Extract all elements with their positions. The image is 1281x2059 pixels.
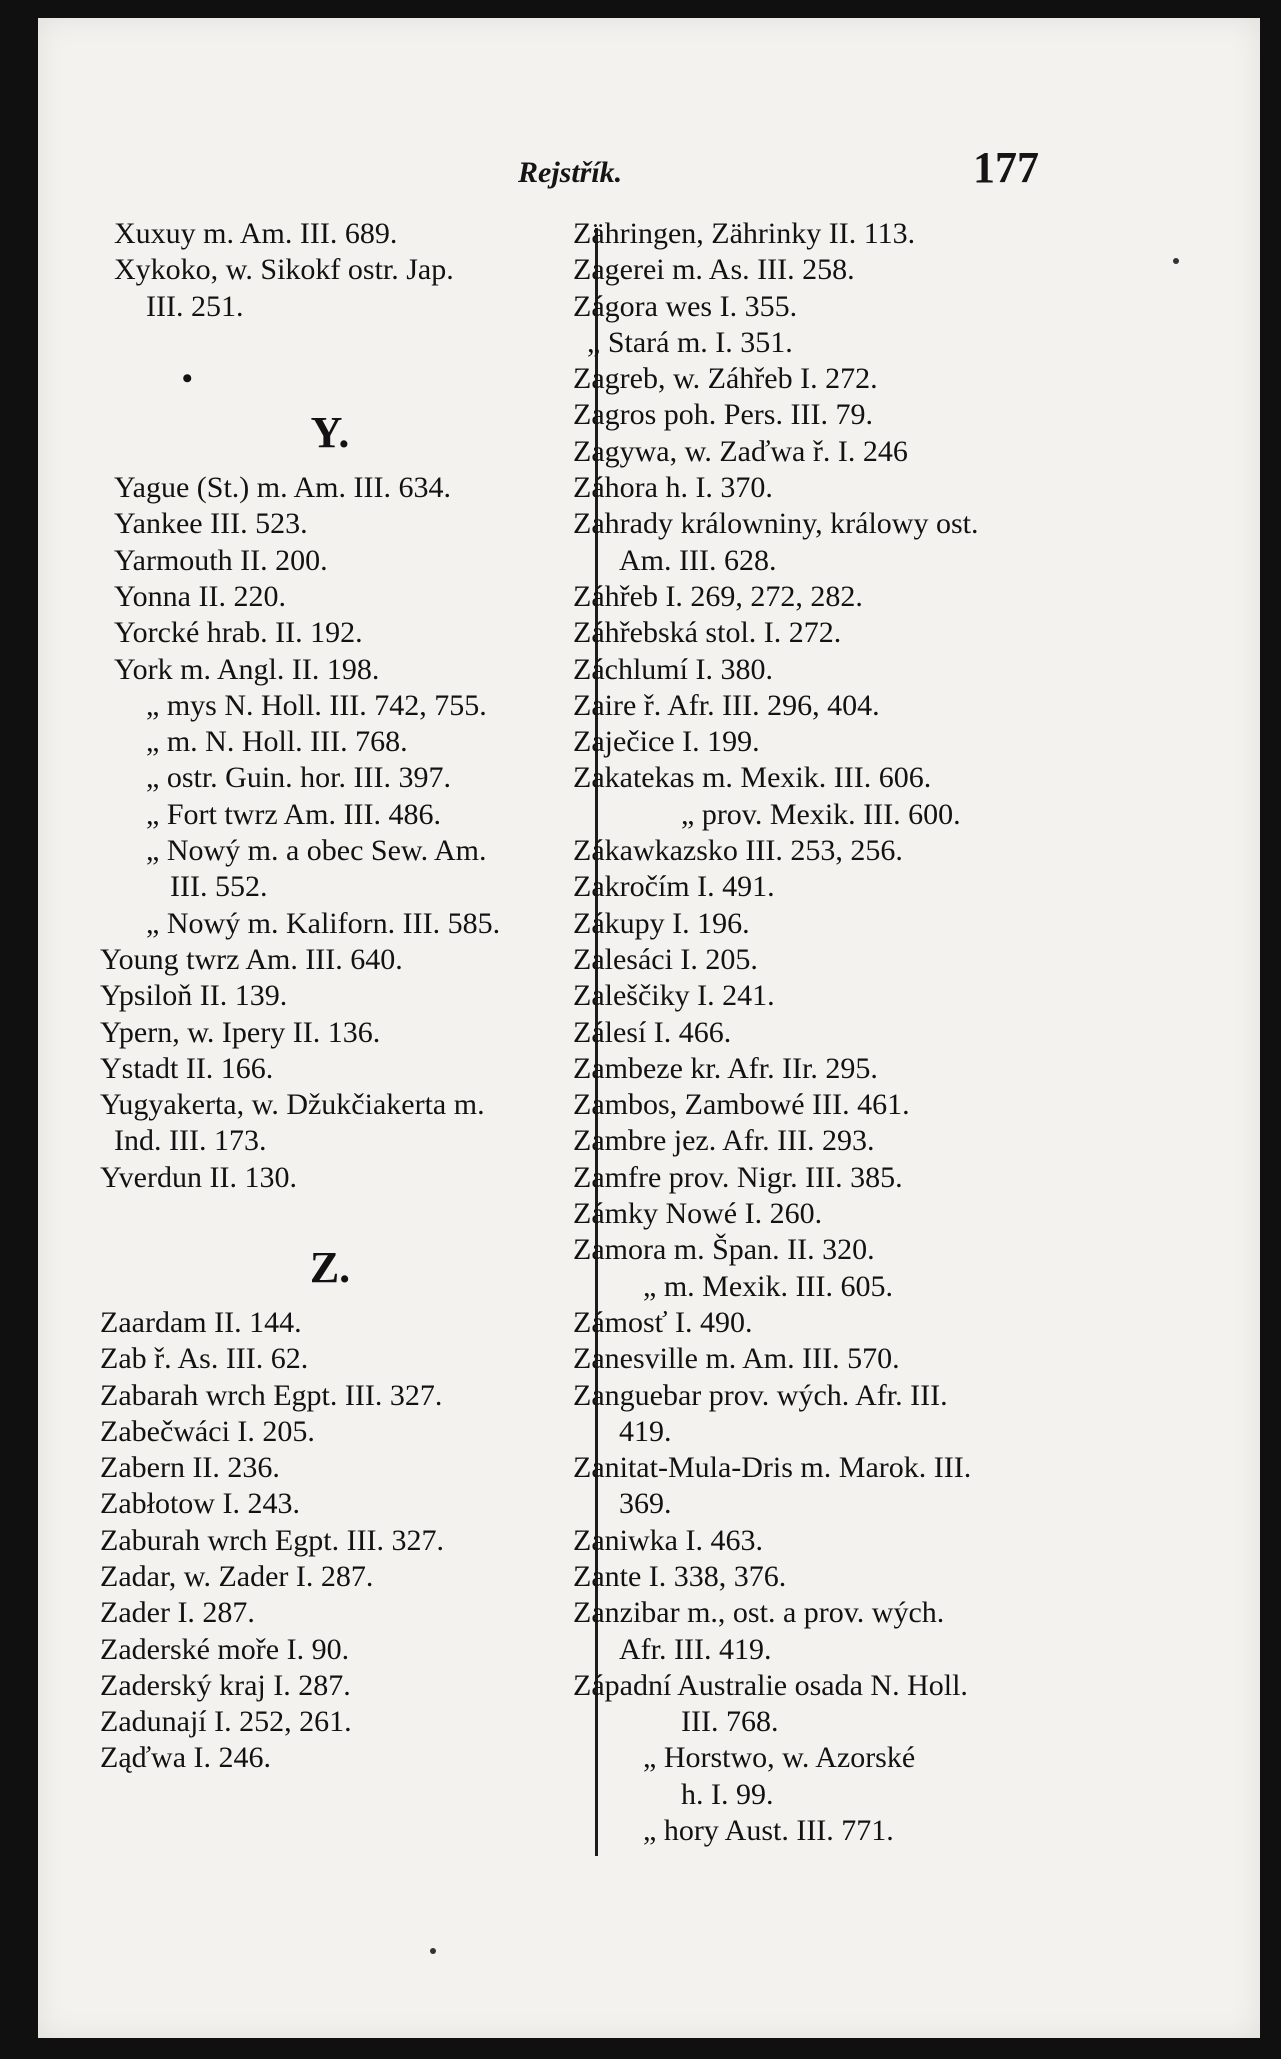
index-entry: Ypern, w. Ipery II. 136.	[100, 1015, 381, 1049]
index-entry: Zálesí I. 466.	[573, 1015, 732, 1049]
blank-line	[100, 325, 560, 361]
index-entry: Xykoko, w. Sikokf ostr. Jap.	[114, 253, 454, 287]
index-entry: Ystadt II. 166.	[100, 1051, 274, 1085]
index-entry: Zaleščiky I. 241.	[573, 979, 775, 1013]
index-entry: Zaardam II. 144.	[100, 1305, 302, 1339]
index-entry: Zaderské moře I. 90.	[100, 1632, 350, 1666]
ink-speck	[1173, 258, 1179, 264]
index-entry: Zákupy I. 196.	[573, 906, 750, 940]
index-entry: Zadunají I. 252, 261.	[100, 1705, 352, 1739]
right-column	[573, 216, 1083, 1849]
index-entry: Zagerei m. As. III. 258.	[573, 253, 855, 287]
index-entry: „ mys N. Holl. III. 742, 755.	[146, 688, 487, 722]
index-entry: Zágora wes I. 355.	[573, 289, 798, 323]
index-entry: Zaderský kraj I. 287.	[100, 1668, 351, 1702]
index-entry: Zaječice I. 199.	[573, 725, 760, 759]
index-entry: 419.	[619, 1414, 672, 1448]
index-entry: Zader I. 287.	[100, 1596, 255, 1630]
index-entry: Zaniwka I. 463.	[573, 1523, 763, 1557]
index-entry: Zákawkazsko III. 253, 256.	[573, 834, 903, 868]
index-entry: „ Fort twrz Am. III. 486.	[146, 797, 441, 831]
index-entry: „ m. N. Holl. III. 768.	[146, 725, 408, 759]
index-entry: Zalesáci I. 205.	[573, 942, 758, 976]
index-entry: Yague (St.) m. Am. III. 634.	[114, 471, 451, 505]
index-entry: III. 251.	[146, 289, 244, 323]
section-letter-z: Z.	[309, 1243, 351, 1293]
ink-mark: •	[182, 362, 193, 396]
index-entry: „ Nowý m. a obec Sew. Am.	[146, 834, 487, 868]
index-entry: Zanitat-Mula-Dris m. Marok. III.	[573, 1451, 972, 1485]
section-letter-y: Y.	[310, 408, 350, 458]
index-entry: Zamora m. Špan. II. 320.	[573, 1233, 875, 1267]
index-entry: Záhora h. I. 370.	[573, 471, 773, 505]
index-entry: York m. Angl. II. 198.	[114, 652, 380, 686]
index-entry: Zagywa, w. Zaďwa ř. I. 246	[573, 434, 908, 468]
index-entry: Záhřeb I. 269, 272, 282.	[573, 579, 863, 613]
index-entry: Zambre jez. Afr. III. 293.	[573, 1124, 875, 1158]
index-entry: Yugyakerta, w. Džukčiakerta m.	[100, 1088, 485, 1122]
index-entry: Zabečwáci I. 205.	[100, 1414, 315, 1448]
index-entry: Záchlumí I. 380.	[573, 652, 773, 686]
index-entry: Ind. III. 173.	[114, 1124, 267, 1158]
index-entry: „ Horstwo, w. Azorské	[643, 1741, 916, 1775]
index-entry: III. 768.	[681, 1705, 779, 1739]
index-entry: Yonna II. 220.	[114, 579, 286, 613]
index-entry: Zamfre prov. Nigr. III. 385.	[573, 1160, 903, 1194]
index-entry: Zanesville m. Am. III. 570.	[573, 1342, 900, 1376]
index-entry: Zabarah wrch Egpt. III. 327.	[100, 1378, 443, 1412]
index-entry: Am. III. 628.	[619, 543, 777, 577]
index-entry: Yankee III. 523.	[114, 507, 308, 541]
left-column	[100, 216, 560, 1777]
index-entry: Ząďwa I. 246.	[100, 1741, 272, 1775]
block-x-entries	[100, 216, 560, 325]
index-entry: Zahrady králowniny, králowy ost.	[573, 507, 979, 541]
index-entry: Xuxuy m. Am. III. 689.	[114, 217, 398, 250]
blank-line	[100, 1196, 560, 1232]
index-entry: „ ostr. Guin. hor. III. 397.	[146, 761, 451, 795]
index-entry: Afr. III. 419.	[619, 1632, 772, 1666]
index-entry: Zadar, w. Zader I. 287.	[100, 1559, 374, 1593]
index-entry: h. I. 99.	[681, 1777, 774, 1811]
running-head: Rejstřík.	[518, 156, 623, 189]
index-entry: Zähringen, Zährinky II. 113.	[573, 217, 916, 250]
index-entry: Zakročím I. 491.	[573, 870, 775, 904]
block-y-entries	[100, 470, 560, 1196]
index-entry: Yorcké hrab. II. 192.	[114, 616, 363, 650]
index-entry: „ m. Mexik. III. 605.	[643, 1269, 893, 1303]
index-entry: 369.	[619, 1487, 672, 1521]
index-entry: „ prov. Mexik. III. 600.	[681, 797, 961, 831]
block-z-entries	[100, 1305, 560, 1777]
index-entry: Zante I. 338, 376.	[573, 1559, 787, 1593]
index-entry: Young twrz Am. III. 640.	[100, 942, 403, 976]
index-entry: Zambeze kr. Afr. IIr. 295.	[573, 1051, 878, 1085]
index-entry: Západní Australie osada N. Holl.	[573, 1668, 968, 1702]
index-entry: Zaire ř. Afr. III. 296, 404.	[573, 688, 880, 722]
ink-speck	[430, 1948, 436, 1954]
index-entry: „ Nowý m. Kaliforn. III. 585.	[146, 906, 501, 940]
index-entry: Yarmouth II. 200.	[114, 543, 328, 577]
index-page	[38, 18, 1260, 2038]
index-entry: „ hory Aust. III. 771.	[643, 1814, 894, 1848]
index-entry: Zagros poh. Pers. III. 79.	[573, 398, 873, 432]
index-entry: Ypsiloň II. 139.	[100, 979, 288, 1013]
index-entry: Zanguebar prov. wých. Afr. III.	[573, 1378, 948, 1412]
index-entry: Zaburah wrch Egpt. III. 327.	[100, 1523, 445, 1557]
index-entry: Zagreb, w. Záhřeb I. 272.	[573, 362, 878, 396]
index-entry: Zámosť I. 490.	[573, 1305, 753, 1339]
index-entry: III. 552.	[170, 870, 268, 904]
index-entry: Zakatekas m. Mexik. III. 606.	[573, 761, 932, 795]
index-entry: Zanzibar m., ost. a prov. wých.	[573, 1596, 945, 1630]
index-entry: Zab ř. As. III. 62.	[100, 1342, 309, 1376]
index-entry: Zambos, Zambowé III. 461.	[573, 1088, 910, 1122]
index-entry: Zabern II. 236.	[100, 1451, 280, 1485]
page-number: 177	[973, 143, 1039, 192]
index-entry: Zabłotow I. 243.	[100, 1487, 300, 1521]
index-entry: Zámky Nowé I. 260.	[573, 1197, 823, 1231]
index-entry: Yverdun II. 130.	[100, 1160, 297, 1194]
index-entry: Záhřebská stol. I. 272.	[573, 616, 842, 650]
index-entry: „ Stará m. I. 351.	[587, 325, 793, 359]
